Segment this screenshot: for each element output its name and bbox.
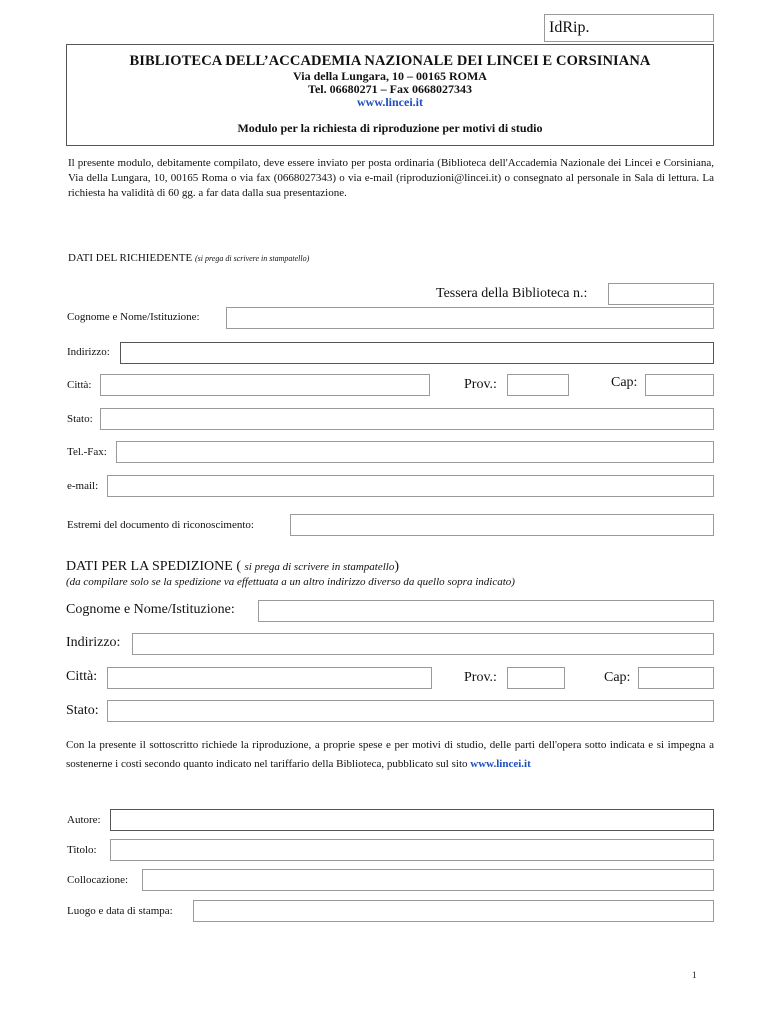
form-title: Modulo per la richiesta di riproduzione per motivi di studio	[237, 121, 543, 135]
declaration-paragraph	[66, 736, 714, 774]
requester-phone-label: Tel.-Fax:	[67, 446, 107, 458]
library-website-link[interactable]: www.lincei.it	[357, 95, 423, 109]
shipping-name-field[interactable]	[258, 600, 714, 622]
requester-state-label: Stato:	[67, 413, 93, 425]
requester-city-label: Città:	[67, 379, 92, 391]
location-field[interactable]	[142, 869, 714, 891]
shipping-cap-label: Cap:	[604, 670, 631, 685]
id-document-field[interactable]	[290, 514, 714, 536]
library-title: BIBLIOTECA DELL’ACCADEMIA NAZIONALE DEI LINCEI E CORSINIANA	[129, 53, 651, 69]
requester-phone-field[interactable]	[116, 441, 714, 463]
requester-heading-note: (si prega di scrivere in stampatello)	[194, 254, 310, 263]
shipping-heading	[66, 557, 399, 575]
shipping-sub-note: (da compilare solo se la spedizione va effettuata a un altro indirizzo diverso da quello sopra indicato)	[66, 576, 515, 588]
idrip-label: IdRip.	[549, 19, 590, 36]
shipping-note-open: (	[232, 559, 245, 574]
shipping-heading-text: DATI PER LA SPEDIZIONE	[66, 559, 233, 574]
requester-heading-text: DATI DEL RICHIEDENTE	[68, 252, 193, 264]
requester-city-field[interactable]	[100, 374, 430, 396]
library-phone: Tel. 06680271 – Fax 0668027343	[308, 82, 472, 96]
requester-prov-field[interactable]	[507, 374, 569, 396]
header-box	[66, 44, 714, 146]
location-label: Collocazione:	[67, 874, 129, 886]
requester-heading	[68, 252, 309, 264]
place-date-field[interactable]	[193, 900, 714, 922]
shipping-state-label: Stato:	[66, 703, 99, 718]
requester-address-field[interactable]	[120, 342, 714, 364]
shipping-address-label: Indirizzo:	[66, 635, 121, 650]
author-label: Autore:	[67, 814, 101, 826]
declaration-text: Con la presente il sottoscritto richiede la riproduzione, a proprie spese e per motivi di studio, delle parti dell'opera sotto indicata e si impegna a sostenerne i costi secondo quanto indicato nel tariffario della Biblioteca, pubblicato sul sito	[66, 739, 714, 770]
shipping-city-field[interactable]	[107, 667, 432, 689]
idrip-box	[544, 14, 714, 42]
shipping-heading-note: si prega di scrivere in stampatello	[244, 561, 395, 573]
shipping-cap-field[interactable]	[638, 667, 714, 689]
title-label: Titolo:	[67, 844, 97, 856]
requester-email-label: e-mail:	[67, 480, 99, 492]
requester-prov-label: Prov.:	[464, 377, 497, 392]
requester-cap-field[interactable]	[645, 374, 714, 396]
shipping-city-label: Città:	[66, 669, 98, 684]
requester-name-label: Cognome e Nome/Istituzione:	[67, 311, 200, 323]
library-address: Via della Lungara, 10 – 00165 ROMA	[293, 69, 487, 83]
intro-paragraph: Il presente modulo, debitamente compilato, deve essere inviato per posta ordinaria (Biblioteca dell'Accademia Nazionale dei Lincei e Corsiniana, Via della Lungara, 10, 00165 Roma o via fax (0668027343) o via e-mail (riproduzioni@lincei.it) o consegnato al personale in Sala di lettura. La richiesta ha validità di 60 gg. a far data dalla sua presentazione.	[68, 157, 714, 199]
page-number: 1	[692, 970, 697, 980]
shipping-state-field[interactable]	[107, 700, 714, 722]
title-field[interactable]	[110, 839, 714, 861]
card-number-field[interactable]	[608, 283, 714, 305]
author-field[interactable]	[110, 809, 714, 831]
requester-name-field[interactable]	[226, 307, 714, 329]
shipping-prov-label: Prov.:	[464, 670, 497, 685]
shipping-prov-field[interactable]	[507, 667, 565, 689]
id-document-label: Estremi del documento di riconoscimento:	[67, 519, 254, 531]
requester-address-label: Indirizzo:	[67, 346, 110, 358]
shipping-name-label: Cognome e Nome/Istituzione:	[66, 602, 235, 617]
declaration-website-link[interactable]: www.lincei.it	[470, 758, 531, 770]
requester-email-field[interactable]	[107, 475, 714, 497]
card-number-label: Tessera della Biblioteca n.:	[436, 286, 588, 301]
shipping-note-close: )	[394, 559, 399, 574]
shipping-address-field[interactable]	[132, 633, 714, 655]
place-date-label: Luogo e data di stampa:	[67, 905, 173, 917]
requester-cap-label: Cap:	[611, 375, 638, 390]
requester-state-field[interactable]	[100, 408, 714, 430]
